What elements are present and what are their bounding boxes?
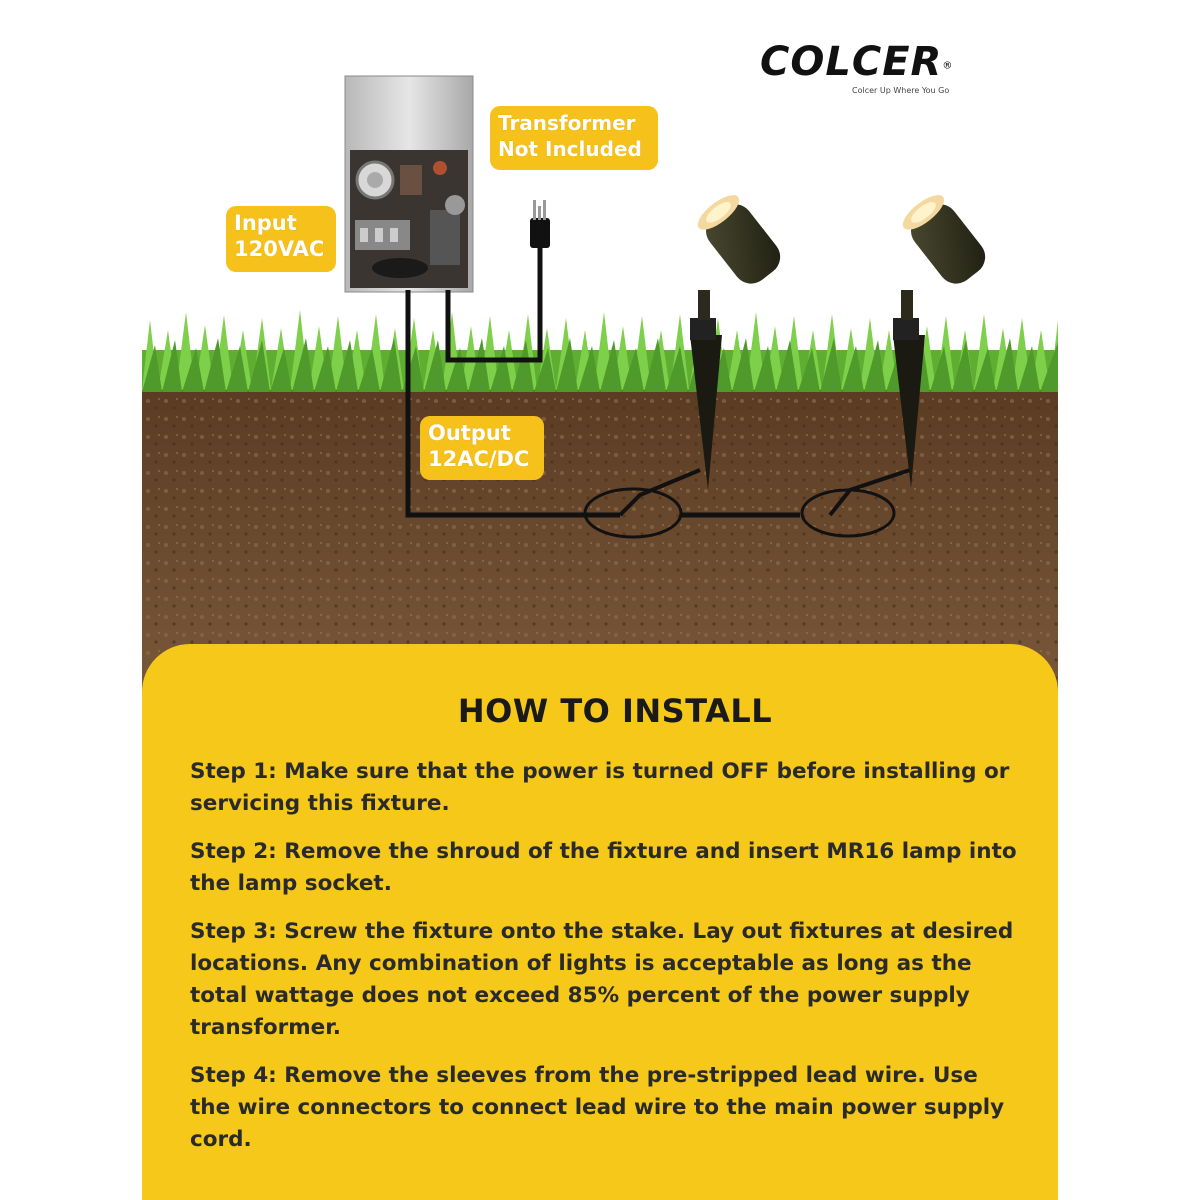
- power-plug: [530, 200, 550, 248]
- registered-mark: ®: [942, 60, 953, 72]
- step-3: Step 3: Screw the fixture onto the stake. Lay out fixtures at desired locations. Any combination of lights is acceptable as long as the total wattage does not exceed 85% percent of the power supply transformer.: [190, 919, 1014, 1040]
- brand-name: COLCER: [760, 39, 943, 85]
- transformer-label-line2: Not Included: [498, 137, 642, 161]
- brand-logo: [760, 40, 1000, 100]
- input-label: [226, 206, 336, 272]
- transformer-label-line1: Transformer: [498, 111, 636, 135]
- instructions-title: HOW TO INSTALL: [457, 692, 773, 730]
- step-1: Step 1: Make sure that the power is turned OFF before installing or servicing this fixture.: [190, 759, 1010, 816]
- step-2: Step 2: Remove the shroud of the fixture and insert MR16 lamp into the lamp socket.: [190, 839, 1017, 896]
- input-label-line2: 120VAC: [234, 237, 325, 261]
- output-label-line1: Output: [428, 421, 511, 445]
- transformer-label: [490, 106, 658, 170]
- brand-tagline: Colcer Up Where You Go: [852, 86, 950, 95]
- step-4: Step 4: Remove the sleeves from the pre-stripped lead wire. Use the wire connectors to connect lead wire to the main power supply cord.: [190, 1063, 1005, 1152]
- output-label-line2: 12AC/DC: [428, 447, 530, 471]
- input-label-line1: Input: [234, 211, 297, 235]
- output-label: [420, 416, 544, 480]
- transformer-box: [345, 76, 473, 292]
